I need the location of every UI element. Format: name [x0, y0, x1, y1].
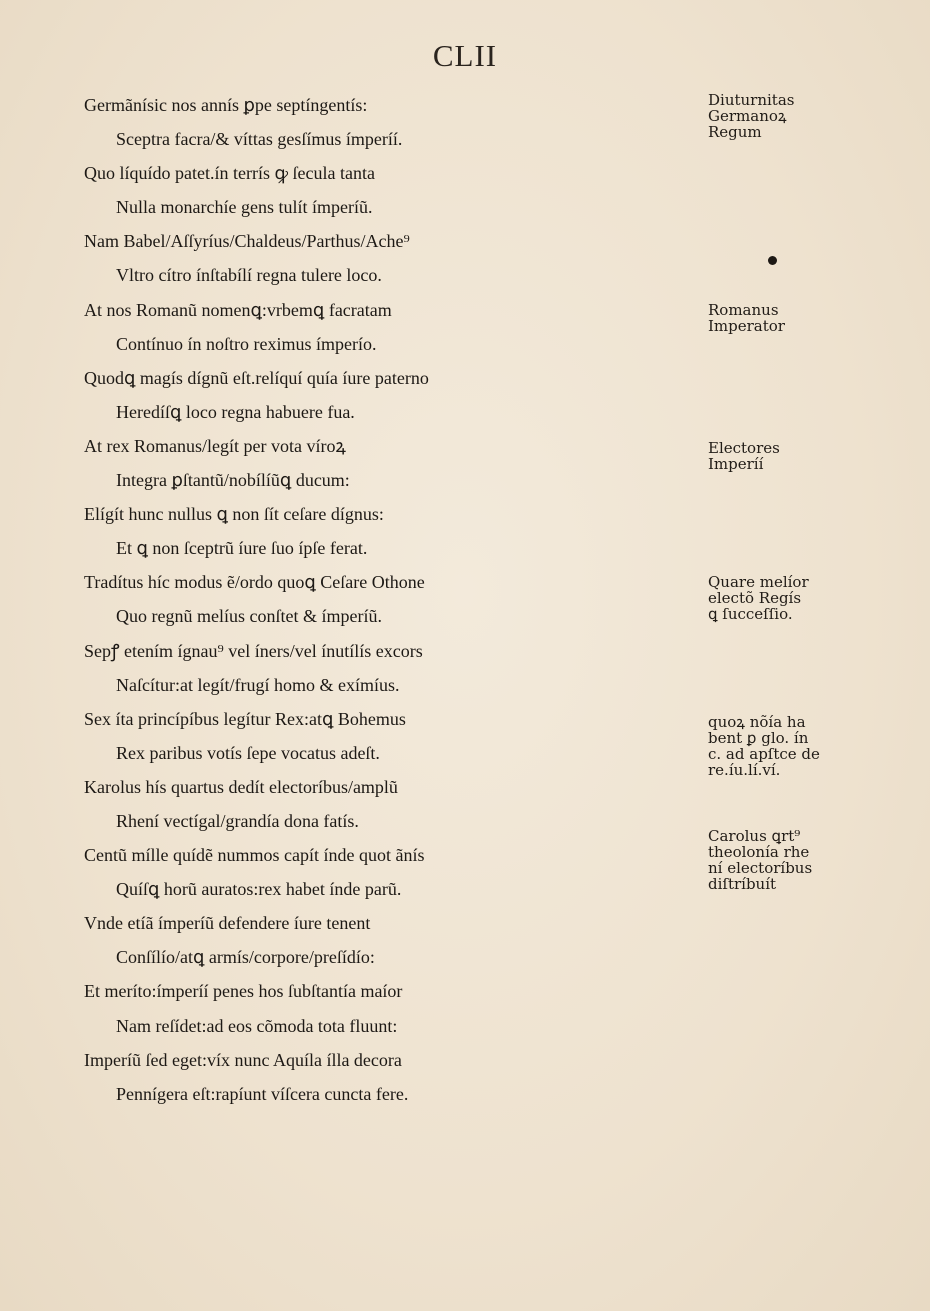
- verse-line: Rhení vectígal/grandía dona fatís.: [116, 810, 359, 831]
- verse-line: Rex paribus votís ſepe vocatus adeſt.: [116, 742, 380, 763]
- verse-line: Quo líquído patet.ín terrís ꝙ ſecula tanta: [84, 163, 375, 184]
- marginal-note: Quare melíor electõ Regís ꝗ ſucceſſio.: [708, 573, 809, 623]
- verse-line: Sepꝭ etením ígnau⁹ vel íners/vel ínutílís excors: [84, 640, 423, 661]
- verse-line: Quíſꝗ horũ auratos:rex habet índe parũ.: [116, 879, 402, 900]
- marginal-note: Electores Imperíí: [708, 439, 780, 473]
- verse-line: Imperíũ ſed eget:víx nunc Aquíla ílla decora: [84, 1049, 402, 1070]
- verse-line: Sex íta princípíbus legítur Rex:atꝗ Bohemus: [84, 708, 406, 729]
- verse-line: Et ꝗ non ſceptrũ íure ſuo ípſe ferat.: [116, 538, 368, 559]
- verse-line: Contínuo ín noſtro reximus ímperío.: [116, 333, 377, 354]
- verse-line: At rex Romanus/legít per vota víroꝝ: [84, 435, 346, 456]
- verse-line: Centũ mílle quídẽ nummos capít índe quot ãnís: [84, 845, 425, 866]
- verse-line: Nam Babel/Aſſyríus/Chaldeus/Parthus/Ache⁹: [84, 231, 410, 252]
- verse-line: Et meríto:ímperíí penes hos ſubſtantía maíor: [84, 981, 403, 1002]
- folio-number: CLII: [432, 38, 498, 73]
- verse-line: Nulla monarchíe gens tulít ímperíũ.: [116, 197, 373, 218]
- verse-line: Quodꝗ magís dígnũ eſt.relíquí quía íure paterno: [84, 367, 429, 388]
- verse-column: [84, 88, 704, 1111]
- marginal-note: quoꝝ nõía ha bent ꝑ glo. ín c. ad apſtce de re.íu.lí.ví.: [708, 713, 820, 779]
- verse-line: Naſcítur:at legít/frugí homo & exímíus.: [116, 674, 400, 695]
- verse-line: Conſílío/atꝗ armís/corpore/preſídío:: [116, 947, 375, 968]
- verse-line: Germãnísic nos annís ꝑpe septíngentís:: [84, 95, 368, 115]
- verse-line: Quo regnũ melíus conſtet & ímperíũ.: [116, 606, 382, 627]
- verse-line: Sceptra facra/& víttas gesſímus ímperíí.: [116, 129, 403, 150]
- verse-line: Tradítus híc modus ẽ/ordo quoꝗ Ceſare Othone: [84, 572, 425, 593]
- marginal-note: Carolus ꝗrt⁹ theolonía rhe ní electoríbus diſtríbuít: [708, 827, 813, 893]
- verse-line: Pennígera eſt:rapíunt víſcera cuncta fere.: [116, 1083, 409, 1104]
- marginal-dot: [768, 256, 777, 265]
- verse-line: Heredíſꝗ loco regna habuere fua.: [116, 401, 355, 422]
- verse-line: Vnde etíã ímperíũ defendere íure tenent: [84, 913, 371, 934]
- marginal-note: Diuturnitas Germanoꝝ Regum: [708, 91, 795, 141]
- verse-line: Vltro cítro ínſtabílí regna tulere loco.: [116, 265, 382, 286]
- verse-line: At nos Romanũ nomenꝗ:vrbemꝗ facratam: [84, 299, 392, 320]
- marginal-note: Romanus Imperator: [708, 301, 785, 335]
- verse-line: Integra ꝑſtantũ/nobílíũꝗ ducum:: [116, 470, 350, 491]
- verse-line: Nam reſídet:ad eos cõmoda tota fluunt:: [116, 1015, 398, 1036]
- verse-line: Elígít hunc nullus ꝗ non ſít ceſare dígnus:: [84, 504, 384, 525]
- verse-line: Karolus hís quartus dedít electoríbus/amplũ: [84, 776, 398, 797]
